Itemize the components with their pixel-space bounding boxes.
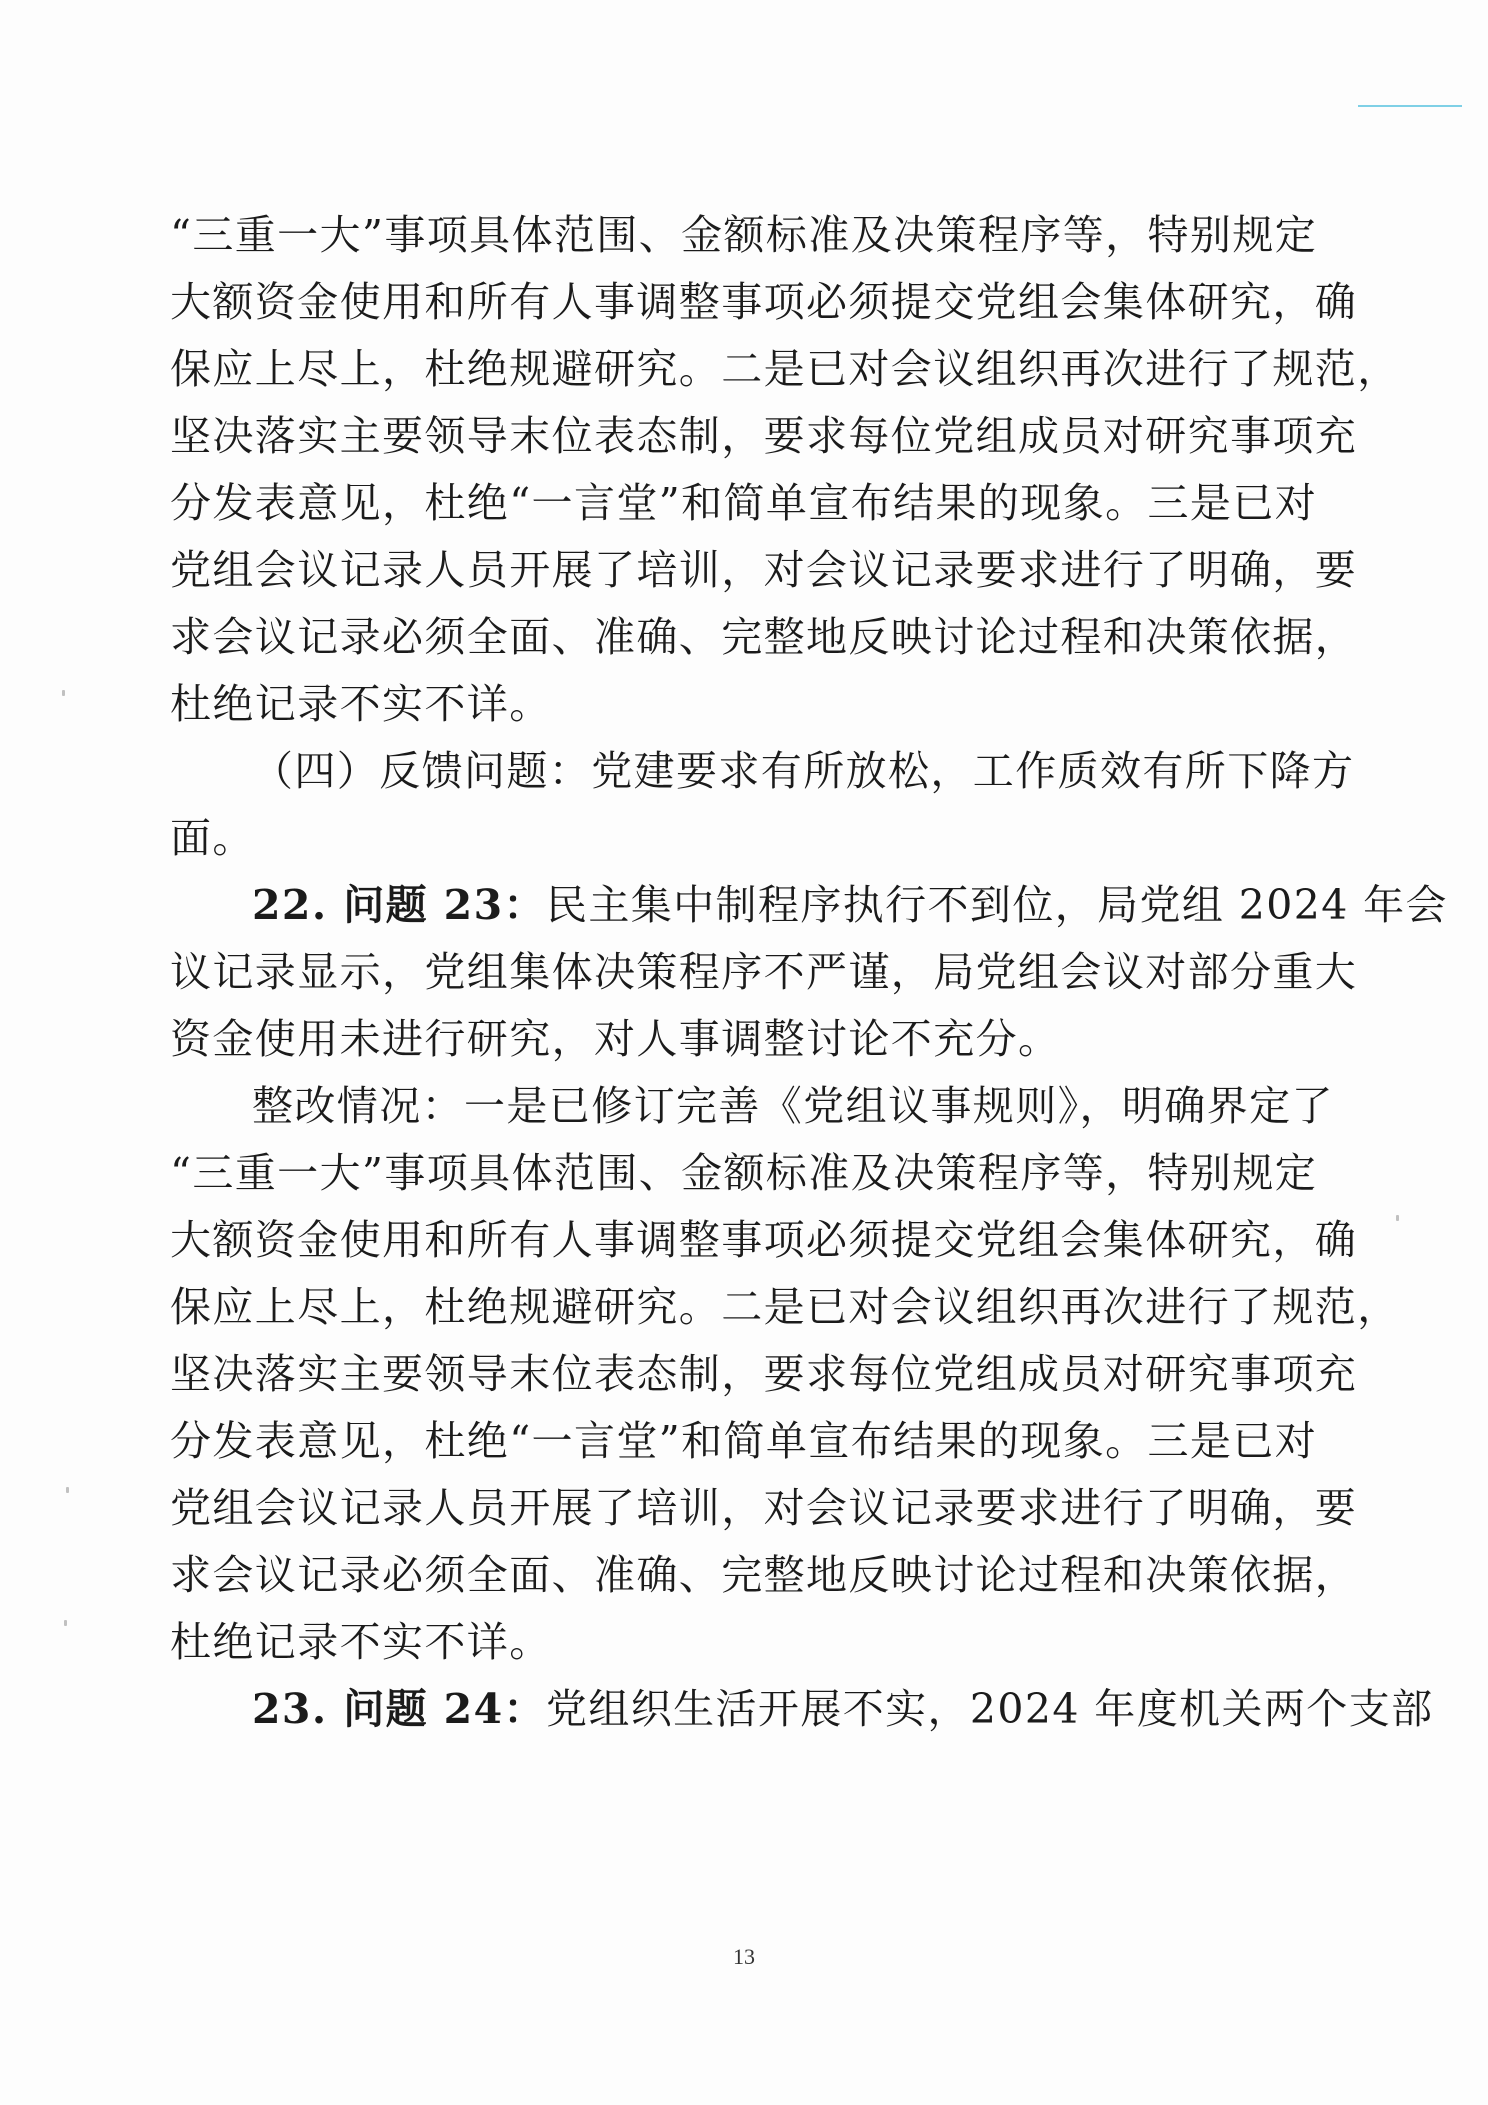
text-line: 议记录显示，党组集体决策程序不严谨，局党组会议对部分重大 — [170, 948, 1358, 996]
issue-text: 民主集中制程序执行不到位，局党组 2024 年会 — [545, 881, 1448, 929]
issue-text: 党组织生活开展不实，2024 年度机关两个支部 — [545, 1685, 1434, 1733]
text-line: “三重一大”事项具体范围、金额标准及决策程序等，特别规定 — [170, 1149, 1318, 1197]
page-number: 13 — [733, 1944, 755, 1969]
text-line: 杜绝记录不实不详。 — [170, 1618, 552, 1666]
text-line: 杜绝记录不实不详。 — [170, 680, 552, 728]
issue-line — [170, 1676, 1434, 1743]
text-line: 分发表意见，杜绝“一言堂”和简单宣布结果的现象。三是已对 — [170, 1417, 1318, 1465]
text-line: 资金使用未进行研究，对人事调整讨论不充分。 — [170, 1015, 1061, 1063]
issue-label: 23. 问题 24： — [252, 1685, 546, 1733]
scan-speck — [64, 1620, 67, 1626]
scan-speck — [62, 690, 65, 696]
section-heading-line: （四）反馈问题：党建要求有所放松，工作质效有所下降方 — [252, 747, 1355, 795]
section-heading-line: 面。 — [170, 814, 255, 862]
scan-edge-mark — [1358, 105, 1462, 107]
text-line: 保应上尽上，杜绝规避研究。二是已对会议组织再次进行了规范， — [170, 1283, 1400, 1331]
text-line: 求会议记录必须全面、准确、完整地反映讨论过程和决策依据， — [170, 613, 1358, 661]
text-line: “三重一大”事项具体范围、金额标准及决策程序等，特别规定 — [170, 211, 1318, 259]
text-line: 大额资金使用和所有人事调整事项必须提交党组会集体研究，确 — [170, 278, 1358, 326]
text-line: 求会议记录必须全面、准确、完整地反映讨论过程和决策依据， — [170, 1551, 1358, 1599]
text-line: 分发表意见，杜绝“一言堂”和简单宣布结果的现象。三是已对 — [170, 479, 1318, 527]
issue-label: 22. 问题 23： — [252, 881, 546, 929]
scan-speck — [66, 1487, 69, 1493]
text-line: 整改情况：一是已修订完善《党组议事规则》，明确界定了 — [252, 1082, 1334, 1130]
issue-line — [170, 872, 1448, 939]
body-text — [170, 202, 1448, 1743]
text-line: 党组会议记录人员开展了培训，对会议记录要求进行了明确，要 — [170, 1484, 1358, 1532]
text-line: 坚决落实主要领导末位表态制，要求每位党组成员对研究事项充 — [170, 1350, 1358, 1398]
text-line: 保应上尽上，杜绝规避研究。二是已对会议组织再次进行了规范， — [170, 345, 1400, 393]
text-line: 党组会议记录人员开展了培训，对会议记录要求进行了明确，要 — [170, 546, 1358, 594]
scan-speck — [1396, 1215, 1399, 1221]
text-line: 坚决落实主要领导末位表态制，要求每位党组成员对研究事项充 — [170, 412, 1358, 460]
text-line: 大额资金使用和所有人事调整事项必须提交党组会集体研究，确 — [170, 1216, 1358, 1264]
